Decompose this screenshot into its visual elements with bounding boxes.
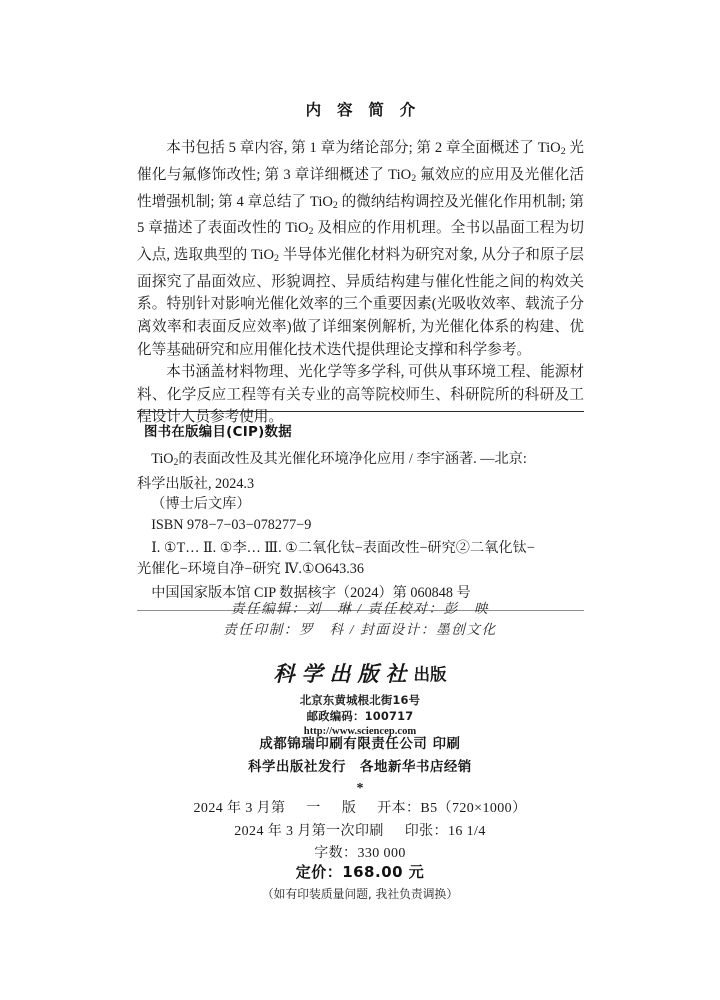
publisher-website-url[interactable]: http://www.sciencep.com (303, 726, 417, 738)
publisher-logo-tail: 出版 (413, 665, 447, 684)
edition-line (0, 798, 720, 821)
price-note: （如有印装质量问题, 我社负责调换） (261, 887, 459, 901)
specs-section (0, 798, 720, 866)
abstract-p1-seg-a: 本书包括 5 章内容, 第 1 章为绪论部分; 第 2 章全面概述了 TiO (166, 140, 561, 156)
word-count-line: 字数：330 000 (314, 846, 406, 861)
cip-section (137, 411, 584, 611)
abstract-p1-seg-b: 光催化与氟修饰改性; 第 3 章详细概述了 TiO (137, 140, 584, 183)
publisher-section (0, 658, 720, 739)
credit-production-line: 责任印制：罗 科 / 封面设计：墨创文化 (223, 622, 497, 637)
cip-title-seg-a: TiO (151, 451, 174, 467)
printer-line: 成都锦瑞印刷有限责任公司 印刷 (259, 737, 461, 752)
credits-section (0, 598, 720, 640)
edition-date: 2024 年 3 月第 (193, 801, 286, 816)
abstract-section (137, 98, 584, 429)
abstract-p1-sub-1: 2 (560, 146, 566, 158)
separator-asterisk: * (356, 781, 364, 796)
cip-title-seg-b: 的表面改性及其光催化环境净化应用 / 李宇涵著. —北京: (178, 451, 527, 467)
abstract-paragraph-2: 本书涵盖材料物理、光化学等多学科, 可供从事环境工程、能源材料、化学反应工程等有关专业的高等院校师生、科研院所的科研及工程设计人员参考使用。 (137, 364, 584, 426)
price-section (0, 861, 720, 904)
cip-heading: 图书在版编目(CIP)数据 (144, 425, 292, 440)
distribution-line: 科学出版社发行 各地新华书店经销 (248, 760, 472, 775)
format-size: 开本：B5（720×1000） (377, 801, 527, 816)
abstract-p1-sub-4: 2 (308, 226, 314, 238)
abstract-p1-seg-c: 氟效应的应用及光催化活性增强机制; 第 4 章总结了 TiO (137, 166, 584, 210)
credit-editor-line: 责任编辑：刘 琳 / 责任校对：彭 映 (230, 601, 490, 616)
cip-title-line (137, 449, 584, 474)
impression-line (0, 821, 720, 844)
abstract-paragraph-1 (137, 137, 584, 361)
sheet-count: 印张：16 1/4 (404, 823, 486, 839)
cip-publisher-line: 科学出版社, 2024.3 (137, 475, 255, 492)
publisher-postcode: 邮政编码：100717 (306, 708, 414, 723)
publisher-logo-script: 科学出版社 (273, 662, 414, 686)
cip-classification-line-1: Ⅰ. ①T… Ⅱ. ①李… Ⅲ. ①二氧化钛−表面改性−研究②二氧化钛− (151, 540, 535, 557)
abstract-p1-seg-d: 的微纳结构调控及光催化作用机制; 第 5 章描述了表面改性的 TiO (137, 193, 584, 237)
cip-body (137, 412, 584, 610)
cip-series-line: （博士后文库） (151, 496, 251, 513)
cip-number-line: 中国国家版本馆 CIP 数据核字（2024）第 060848 号 (151, 584, 471, 601)
abstract-p1-sub-3: 2 (332, 199, 338, 211)
abstract-p1-seg-e: 及相应的作用机理。全书以晶面工程为切入点, 选取典型的 TiO (137, 220, 584, 264)
abstract-p1-sub-2: 2 (411, 172, 417, 184)
printing-section (0, 733, 720, 799)
price-value: 定价：168.00 元 (295, 863, 425, 881)
abstract-p1-seg-f: 半导体光催化材料为研究对象, 从分子和原子层面探究了晶面效应、形貌调控、异质结构建与催化性能之间的构效关系。特别针对影响光催化效率的三个重要因素(光吸收效率、载流子分离效率和表面反应效率)做了详细案例解析, 为光催化体系的构建、优化等基础研究和应用催化技术迭代提供理论支撑和科学参考。 (137, 247, 584, 358)
abstract-title: 内 容 简 介 (305, 102, 422, 119)
abstract-p1-sub-5: 2 (274, 253, 279, 265)
publisher-logo (0, 658, 720, 688)
cip-classification-line-2: 光催化−环境自净−研究 Ⅳ.①O643.36 (137, 561, 364, 578)
cip-title-sub: 2 (173, 457, 179, 469)
edition-word: 版 (341, 801, 357, 816)
publisher-address: 北京东黄城根北街16号 (299, 693, 421, 707)
cip-isbn-line: ISBN 978−7−03−078277−9 (151, 516, 312, 533)
impression-date: 2024 年 3 月第一次印刷 (234, 823, 384, 839)
edition-number: 一 (306, 801, 321, 816)
